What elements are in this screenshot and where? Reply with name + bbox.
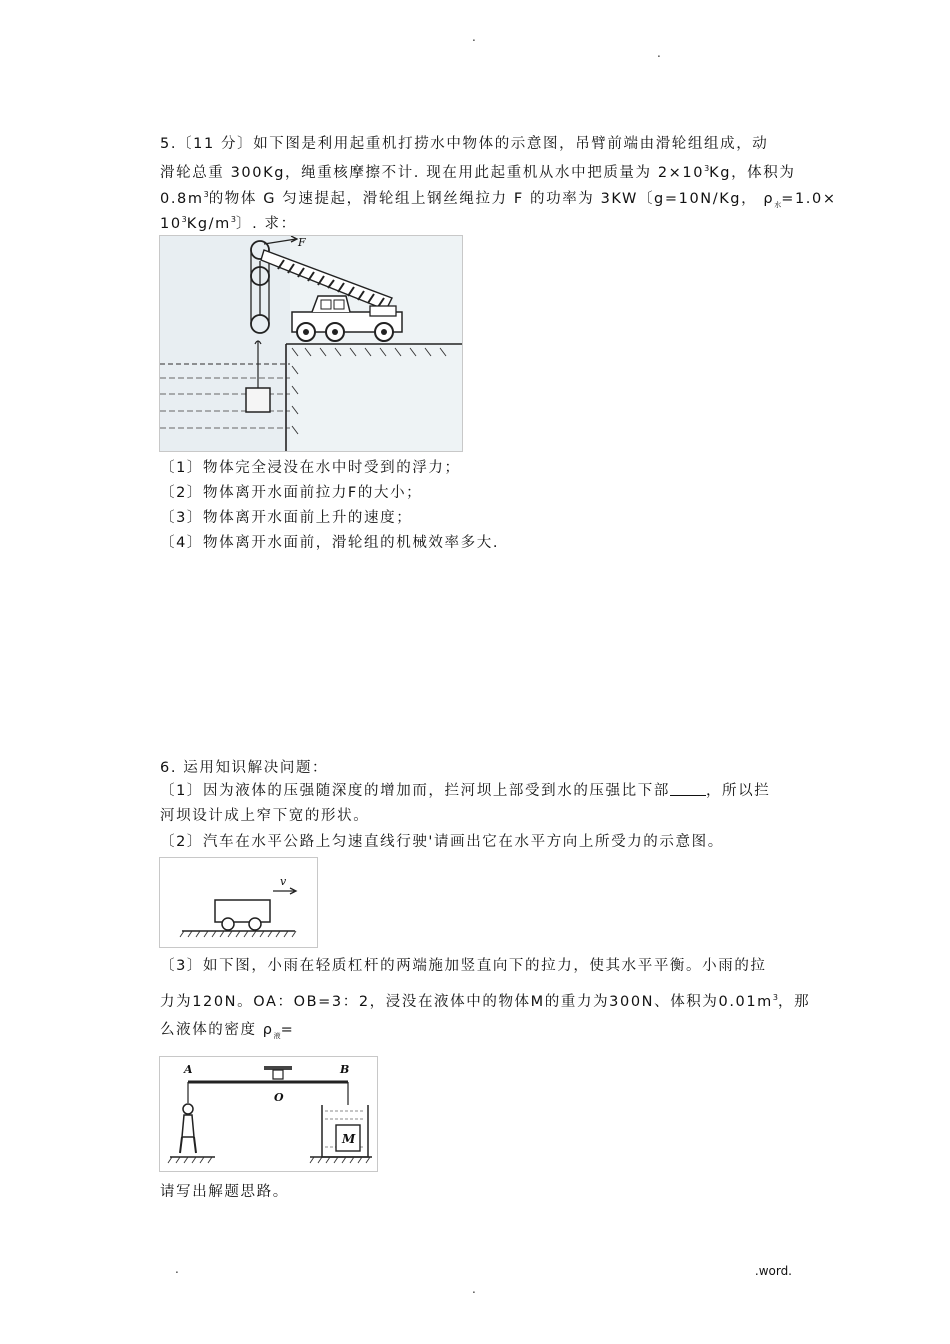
q6-part3-line2: 力为120N。OA：OB=3：2，浸没在液体中的物体M的重力为300N、体积为$0.01m^3$，那	[160, 993, 811, 1010]
q6-title: 6. 运用知识解决问题：	[160, 760, 329, 776]
object-m-label: M	[342, 1132, 356, 1146]
force-label-f: F	[298, 236, 306, 249]
lever-diagram	[159, 1056, 378, 1172]
point-b-label: B	[340, 1063, 350, 1076]
lever-svg	[160, 1057, 377, 1171]
q5-line-1: 5.〔11 分〕如下图是利用起重机打捞水中物体的示意图，吊臂前端由滑轮组组成，动	[160, 136, 769, 152]
q6-part4: 请写出解题思路。	[160, 1184, 289, 1200]
footer-dot-center: .	[472, 1282, 476, 1296]
object-g	[246, 388, 270, 412]
q6-part1-line1: 〔1〕因为液体的压强随深度的增加而，拦河坝上部受到水的压强比下部 ，所以拦	[160, 783, 771, 799]
crane-diagram	[159, 235, 463, 452]
q5-line-3: $0.8m^3$的物体 G 匀速提起，滑轮组上钢丝绳拉力 F 的功率为 3KW〔g=10N/Kg， $\rho_水=1.0\times$	[160, 190, 837, 209]
header-dot: .	[472, 30, 476, 44]
liquid-container	[322, 1105, 368, 1157]
point-a-label: A	[184, 1063, 193, 1076]
q5-line-2: 滑轮总重 300Kg，绳重核摩擦不计. 现在用此起重机从水中把质量为 $2\times 10^3Kg$，体积为	[160, 164, 796, 181]
crane-svg	[160, 236, 462, 451]
pivot-o-label: O	[274, 1091, 284, 1104]
q6-part2: 〔2〕汽车在水平公路上匀速直线行驶'请画出它在水平方向上所受力的示意图。	[160, 834, 724, 850]
q6-part1-line2: 河坝设计成上窄下宽的形状。	[160, 808, 370, 824]
car-svg	[160, 858, 317, 947]
q5-item-3: 〔3〕物体离开水面前上升的速度；	[160, 510, 413, 526]
q6-part3-line3: 么液体的密度 $\rho_液=$	[160, 1022, 295, 1040]
q6-part3-line1: 〔3〕如下图，小雨在轻质杠杆的两端施加竖直向下的拉力，使其水平平衡。小雨的拉	[160, 958, 767, 974]
q5-item-2: 〔2〕物体离开水面前拉力F的大小；	[160, 485, 423, 501]
person-figure	[180, 1104, 196, 1153]
q5-item-4: 〔4〕物体离开水面前，滑轮组的机械效率多大.	[160, 535, 500, 551]
q5-line-4: $10^3Kg/m^3$〕. 求：	[160, 215, 297, 232]
footer-dot-left: .	[175, 1262, 179, 1276]
answer-blank[interactable]	[670, 783, 706, 796]
car-diagram	[159, 857, 318, 948]
footer-word: .word.	[754, 1264, 792, 1278]
q5-item-1: 〔1〕物体完全浸没在水中时受到的浮力；	[160, 460, 461, 476]
header-dot-right: .	[657, 46, 661, 60]
velocity-label: v	[280, 875, 287, 888]
